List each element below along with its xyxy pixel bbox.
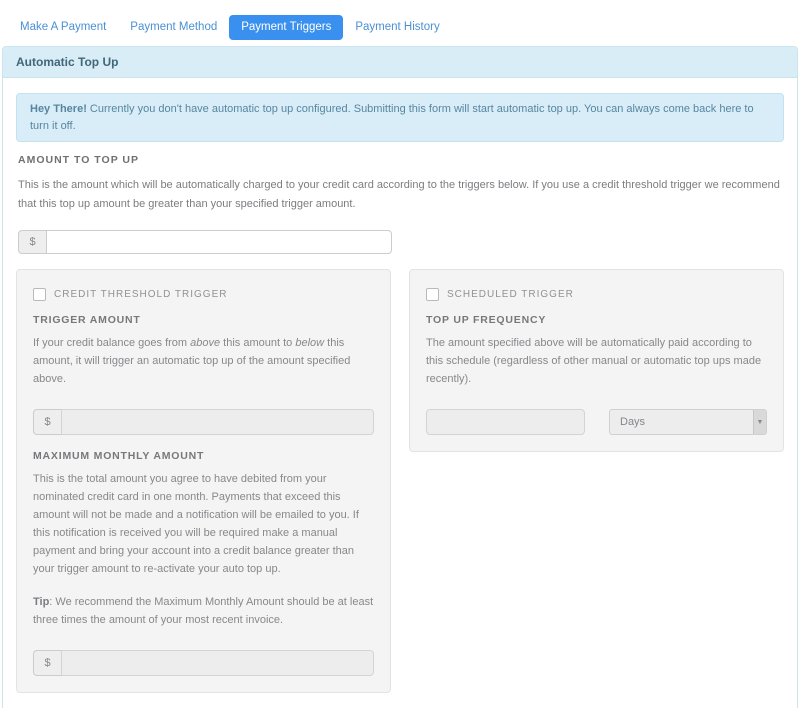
tab-make-a-payment[interactable]: Make A Payment [20, 21, 107, 33]
amount-to-top-up-description: This is the amount which will be automatically charged to your credit card according to the triggers below. If you use a credit threshold trigger we recommend that this top up amount be greater than your specified trigger amount. [18, 179, 780, 210]
automatic-top-up-panel [2, 46, 798, 708]
currency-addon: $ [33, 650, 61, 676]
maximum-monthly-amount-heading: MAXIMUM MONTHLY AMOUNT [33, 450, 205, 462]
credit-threshold-label[interactable]: CREDIT THRESHOLD TRIGGER [54, 289, 228, 300]
trigger-wells [16, 269, 784, 693]
maximum-monthly-tip: Tip: We recommend the Maximum Monthly Amount should be at least three times the amount of your most recent invoice. [33, 596, 374, 626]
trigger-amount-group [33, 409, 374, 435]
info-alert-lead: Hey There! [30, 103, 87, 115]
maximum-monthly-amount-input[interactable] [61, 650, 374, 676]
maximum-monthly-amount-group [33, 650, 374, 676]
top-up-frequency-heading: TOP UP FREQUENCY [426, 314, 547, 326]
amount-to-top-up-heading: AMOUNT TO TOP UP [18, 154, 140, 166]
trigger-amount-input[interactable] [61, 409, 374, 435]
scheduled-trigger-checkbox[interactable] [426, 288, 439, 301]
scheduled-trigger-check-row [426, 288, 767, 301]
top-up-frequency-description: The amount specified above will be automatically paid according to this schedule (regardless of other manual or automatic top ups made recently). [426, 337, 762, 385]
scheduled-trigger-well [409, 269, 784, 452]
frequency-unit-value: Days [620, 416, 646, 428]
panel-title: Automatic Top Up [3, 47, 797, 78]
chevron-down-icon: ▼ [753, 410, 766, 434]
info-alert-text: Currently you don't have automatic top up configured. Submitting this form will start automatic top up. You can always come back here to turn it off. [30, 103, 754, 132]
frequency-unit-select[interactable] [609, 409, 767, 435]
credit-threshold-well [16, 269, 391, 693]
tab-payment-method[interactable]: Payment Method [130, 21, 218, 33]
info-alert [16, 93, 784, 142]
top-up-amount-group [18, 230, 392, 254]
trigger-amount-heading: TRIGGER AMOUNT [33, 314, 141, 326]
payment-tabs [0, 0, 800, 46]
tab-payment-triggers[interactable]: Payment Triggers [229, 15, 343, 40]
tab-payment-history[interactable]: Payment History [355, 21, 440, 33]
frequency-controls [426, 409, 767, 435]
trigger-amount-description: If your credit balance goes from above this amount to below this amount, it will trigger an automatic top up of the amount specified above. [33, 337, 351, 385]
scheduled-trigger-label[interactable]: SCHEDULED TRIGGER [447, 289, 574, 300]
panel-body [3, 78, 797, 708]
currency-addon: $ [33, 409, 61, 435]
frequency-interval-input[interactable] [426, 409, 585, 435]
maximum-monthly-amount-description: This is the total amount you agree to have debited from your nominated credit card in one month. Payments that exceed this amount will not be made and a notification will be emailed to you. If this notification is received you will be required make a manual payment and bring your account into a credit balance greater than your trigger amount to re-activate your auto top up. [33, 473, 359, 575]
top-up-amount-input[interactable] [46, 230, 392, 254]
credit-threshold-checkbox[interactable] [33, 288, 46, 301]
currency-addon: $ [18, 230, 46, 254]
credit-threshold-check-row [33, 288, 374, 301]
